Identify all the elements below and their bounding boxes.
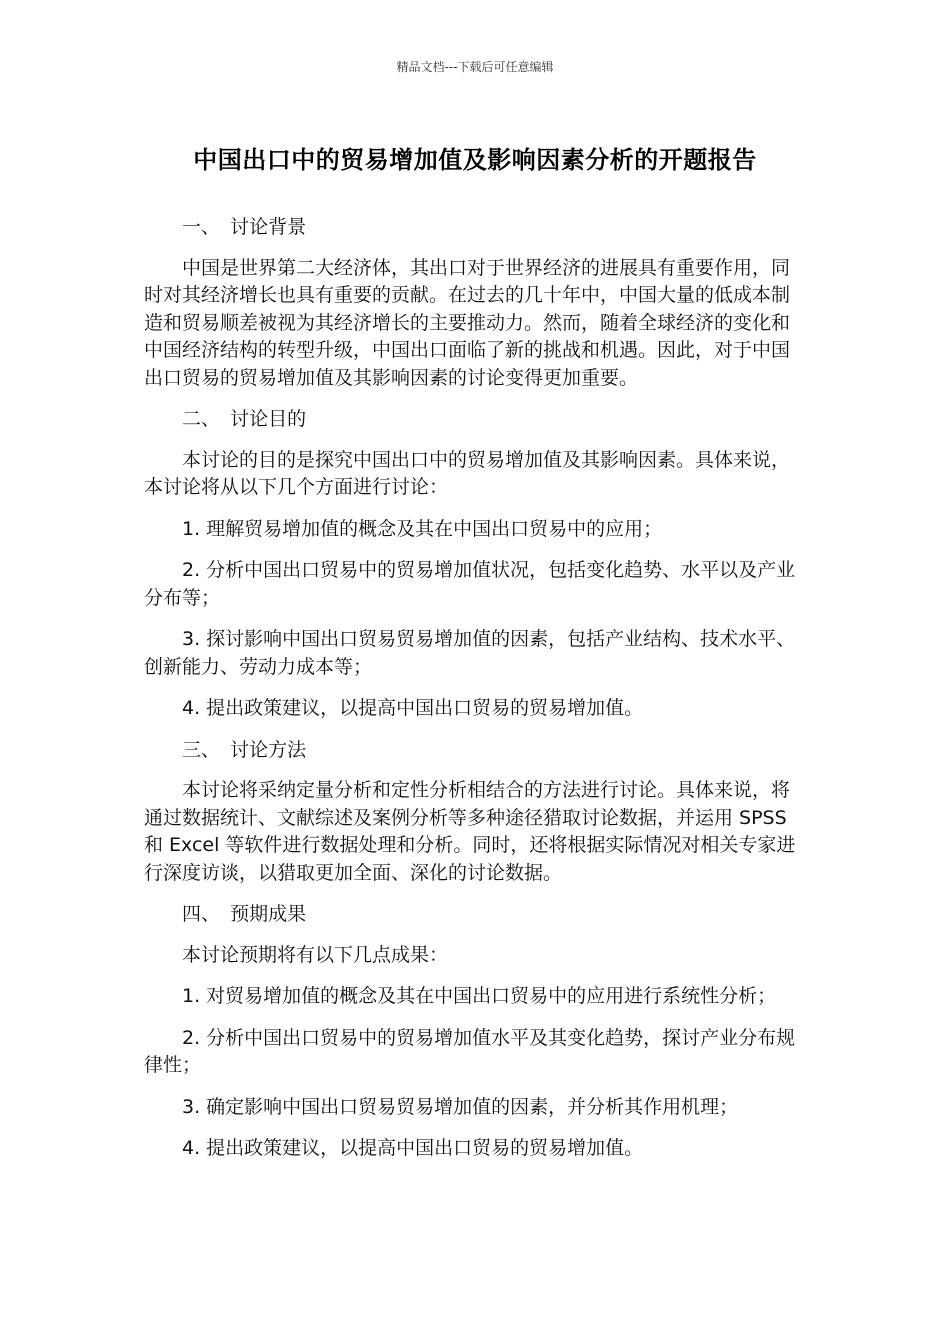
section-heading-background bbox=[144, 214, 800, 242]
list-item: 4. 提出政策建议，以提高中国出口贸易的贸易增加值。 bbox=[182, 1137, 644, 1159]
section-number: 四、 bbox=[182, 903, 221, 925]
section-heading-method bbox=[144, 737, 800, 765]
paragraph: 本讨论将采纳定量分析和定性分析相结合的方法进行讨论。具体来说，将通过数据统计、文献综述及案例分析等多种途径猎取讨论数据，并运用 SPSS 和 Excel 等软件进行数据处理和分析。同时，还将根据实际情况对相关专家进行深度访谈，以猎取更加全面、深化的讨论数据。 bbox=[144, 779, 796, 884]
section-number: 二、 bbox=[182, 408, 221, 430]
paragraph: 本讨论预期将有以下几点成果： bbox=[182, 943, 449, 966]
section-number: 三、 bbox=[182, 738, 221, 761]
list-item: 3. 确定影响中国出口贸易贸易增加值的因素，并分析其作用机理； bbox=[182, 1095, 739, 1118]
list-item: 1. 对贸易增加值的概念及其在中国出口贸易中的应用进行系统性分析； bbox=[182, 985, 777, 1007]
paragraph: 中国是世界第二大经济体，其出口对于世界经济的进展具有重要作用，同时对其经济增长也具有重要的贡献。在过去的几十年中，中国大量的低成本制造和贸易顺差被视为其经济增长的主要推动力。然而，随着全球经济的变化和中国经济结构的转型升级，中国出口面临了新的挑战和机遇。因此，对于中国出口贸易的贸易增加值及其影响因素的讨论变得更加重要。 bbox=[144, 256, 791, 389]
document-body bbox=[144, 214, 800, 1177]
paragraph: 本讨论的目的是探究中国出口中的贸易增加值及其影响因素。具体来说，本讨论将从以下几个方面进行讨论： bbox=[144, 448, 791, 498]
section-number: 一、 bbox=[182, 216, 221, 238]
list-item: 2. 分析中国出口贸易中的贸易增加值水平及其变化趋势，探讨产业分布规律性； bbox=[144, 1026, 796, 1076]
header-note: 精品文档---下载后可任意编辑 bbox=[396, 60, 554, 74]
list-item: 4. 提出政策建议，以提高中国出口贸易的贸易增加值。 bbox=[182, 697, 644, 719]
section-heading-outcomes bbox=[144, 901, 800, 929]
section-title: 讨论方法 bbox=[230, 738, 307, 761]
list-item: 3. 探讨影响中国出口贸易贸易增加值的因素，包括产业结构、技术水平、创新能力、劳动力成本等； bbox=[144, 628, 796, 678]
document-title: 中国出口中的贸易增加值及影响因素分析的开题报告 bbox=[193, 146, 757, 174]
section-title: 预期成果 bbox=[230, 903, 307, 925]
section-title: 讨论目的 bbox=[230, 408, 307, 430]
list-item: 1. 理解贸易增加值的概念及其在中国出口贸易中的应用； bbox=[182, 517, 663, 540]
section-heading-purpose bbox=[144, 406, 800, 434]
list-item: 2. 分析中国出口贸易中的贸易增加值状况，包括变化趋势、水平以及产业分布等； bbox=[144, 559, 796, 609]
section-title: 讨论背景 bbox=[230, 216, 307, 238]
